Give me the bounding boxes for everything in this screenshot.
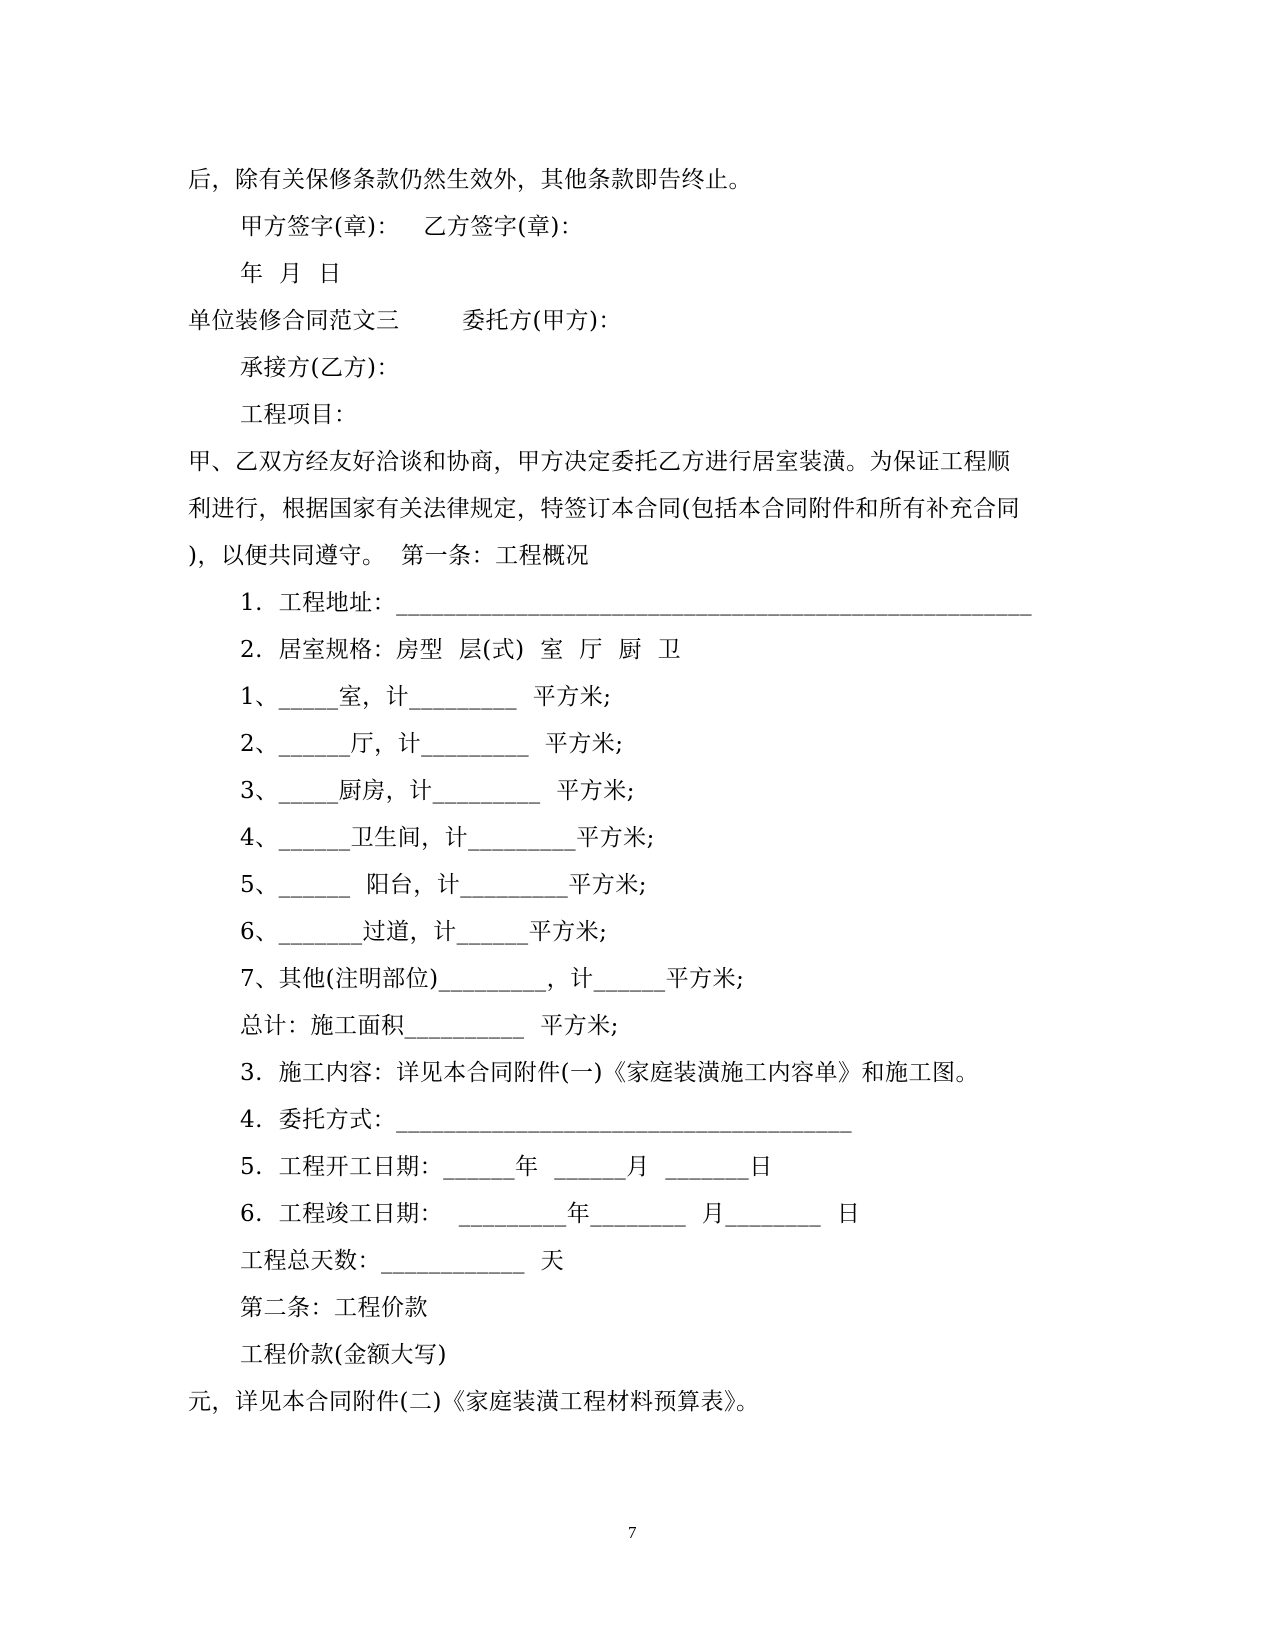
text-line: 甲、乙双方经友好洽谈和协商，甲方决定委托乙方进行居室装潢。为保证工程顺	[188, 449, 1011, 475]
text-line: 2、______厅，计_________ 平方米;	[240, 731, 624, 757]
text-line: 第二条：工程价款	[240, 1295, 428, 1321]
text-line: 5、______ 阳台，计_________平方米;	[240, 872, 648, 898]
text-line: 6、_______过道，计______平方米;	[240, 919, 608, 945]
text-line: 1. 工程地址：_____________________________________________________	[240, 590, 1033, 616]
text-line: 后，除有关保修条款仍然生效外，其他条款即告终止。	[188, 167, 752, 193]
text-line: 元，详见本合同附件(二)《家庭装潢工程材料预算表》。	[188, 1389, 760, 1415]
text-line: 2. 居室规格：房型 层(式) 室 厅 厨 卫	[240, 637, 682, 663]
text-line: )，以便共同遵守。 第一条：工程概况	[188, 543, 590, 569]
page-number: 7	[628, 1523, 637, 1542]
section-heading: 单位装修合同范文三 委托方(甲方)：	[188, 308, 622, 334]
text-line: 5. 工程开工日期：______年 ______月 _______日	[240, 1154, 773, 1180]
text-line: 承接方(乙方)：	[240, 355, 400, 381]
text-line: 总计：施工面积__________ 平方米;	[240, 1013, 619, 1039]
text-line: 工程项目：	[240, 402, 358, 428]
text-line: 4. 委托方式：______________________________________	[240, 1107, 853, 1133]
text-line: 7、其他(注明部位)_________，计______平方米;	[240, 966, 745, 992]
text-line: 利进行，根据国家有关法律规定，特签订本合同(包括本合同附件和所有补充合同	[188, 496, 1020, 522]
text-line: 工程价款(金额大写)	[240, 1342, 447, 1368]
text-line: 3、_____厨房，计_________ 平方米;	[240, 778, 636, 804]
text-line: 3. 施工内容：详见本合同附件(一)《家庭装潢施工内容单》和施工图。	[240, 1060, 980, 1086]
text-line: 1、_____室，计_________ 平方米;	[240, 684, 612, 710]
text-line: 6. 工程竣工日期： _________年________ 月________ 日	[240, 1201, 861, 1227]
text-line: 甲方签字(章)： 乙方签字(章)：	[240, 214, 584, 240]
text-line: 4、______卫生间，计_________平方米;	[240, 825, 655, 851]
text-line: 年 月 日	[240, 261, 342, 287]
text-line: 工程总天数：____________ 天	[240, 1248, 565, 1274]
